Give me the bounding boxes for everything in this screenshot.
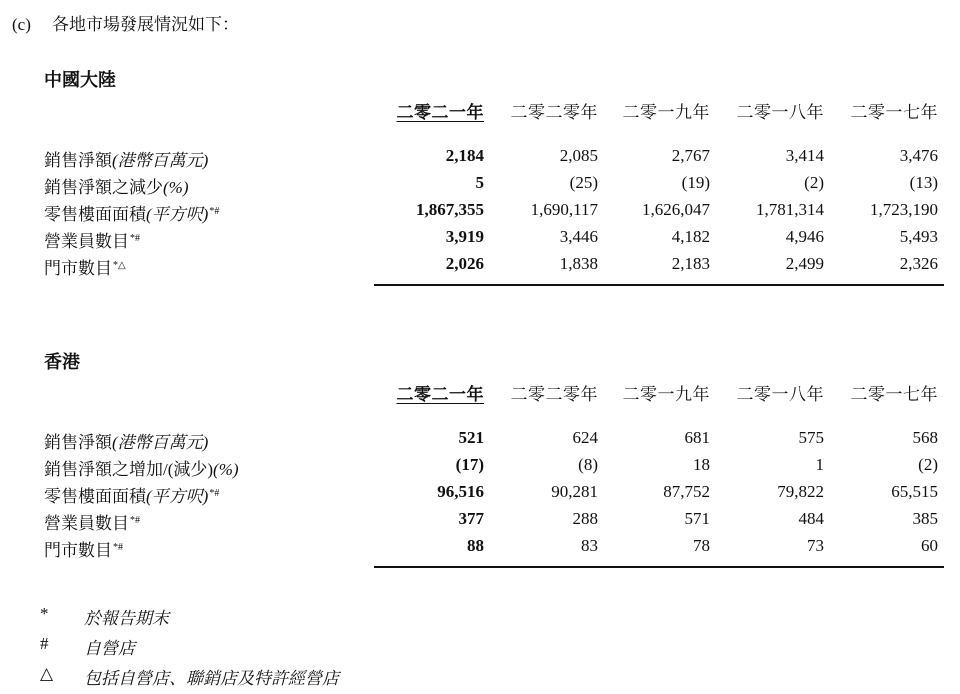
table-cell: 4,946: [785, 227, 824, 246]
row-label-unit: (平方呎): [146, 205, 209, 224]
table-row: [44, 171, 944, 198]
footnote-symbol: *: [40, 604, 49, 623]
section-hong-kong: [44, 348, 944, 561]
table-cell: (19): [681, 173, 710, 192]
table-cell: 1: [815, 455, 824, 474]
row-label-footnote: *#: [113, 542, 123, 553]
table-cell: 3,919: [445, 227, 484, 246]
table-cell: 5,493: [899, 227, 938, 246]
row-label-text: 零售樓面面積: [44, 205, 146, 224]
year-header: 二零一七年: [850, 103, 938, 122]
table-bottom-rule: [374, 566, 944, 568]
table-cell: 571: [684, 509, 710, 528]
row-label-footnote: *#: [209, 206, 220, 217]
row-label: [44, 173, 189, 198]
row-label: [44, 482, 219, 507]
table-row: [44, 453, 944, 480]
row-label-text: 銷售淨額之增加/(減少): [44, 460, 214, 479]
row-label-footnote: *#: [130, 233, 140, 244]
table-cell: 3,476: [899, 146, 938, 165]
table-cell: 1,867,355: [416, 200, 484, 219]
table-cell: 1,690,117: [530, 200, 598, 219]
year-header: 二零一八年: [736, 385, 824, 404]
row-label: [44, 200, 219, 225]
data-rows: [44, 426, 944, 561]
table-cell: 2,085: [559, 146, 598, 165]
row-label-unit: (%): [213, 460, 239, 479]
table-cell: 385: [912, 509, 938, 528]
table-cell: 2,499: [785, 254, 824, 273]
year-header: 二零一九年: [622, 385, 710, 404]
footnote-symbol: #: [40, 634, 49, 653]
table-row: [44, 252, 944, 279]
table-cell: 2,183: [671, 254, 710, 273]
year-header: 二零一八年: [736, 103, 824, 122]
year-header-row: [44, 380, 944, 406]
table-cell: 521: [458, 428, 484, 447]
row-label: [44, 428, 209, 453]
table-row: [44, 480, 944, 507]
table-row: [44, 507, 944, 534]
section-mainland-china: [44, 66, 944, 279]
table-cell: 681: [684, 428, 710, 447]
table-cell: 60: [921, 536, 938, 555]
year-header: 二零一七年: [850, 385, 938, 404]
table-cell: (2): [918, 455, 938, 474]
intro-line: [12, 10, 239, 35]
table-cell: 1,723,190: [870, 200, 938, 219]
table-cell: (2): [804, 173, 824, 192]
row-label: [44, 455, 240, 480]
row-label-text: 門市數目: [44, 541, 112, 560]
table-cell: 2,767: [671, 146, 710, 165]
table-cell: 78: [693, 536, 710, 555]
table-cell: 288: [572, 509, 598, 528]
section-title: 香港: [44, 352, 80, 372]
row-label: [44, 509, 140, 534]
row-label-unit: (港幣百萬元): [112, 151, 209, 170]
row-label-footnote: *△: [113, 260, 126, 271]
section-title: 中國大陸: [44, 70, 116, 90]
table-row: [44, 426, 944, 453]
row-label-unit: (%): [163, 178, 189, 197]
footnote-text: 自營店: [84, 639, 135, 658]
item-marker: (c): [12, 15, 31, 34]
table-cell: 1,781,314: [756, 200, 824, 219]
year-header: 二零二一年: [396, 103, 484, 122]
year-header: 二零一九年: [622, 103, 710, 122]
table-cell: 3,446: [559, 227, 598, 246]
row-label-footnote: *#: [130, 515, 140, 526]
table-row: [44, 534, 944, 561]
row-label-text: 銷售淨額之減少: [44, 178, 163, 197]
row-label: [44, 227, 140, 252]
table-row: [44, 198, 944, 225]
year-header: 二零二零年: [510, 385, 598, 404]
row-label-text: 門市數目: [44, 259, 112, 278]
table-cell: 88: [467, 536, 484, 555]
table-cell: 1,838: [559, 254, 598, 273]
row-label: [44, 146, 209, 171]
row-label-unit: (港幣百萬元): [112, 433, 209, 452]
year-header: 二零二零年: [510, 103, 598, 122]
table-cell: (13): [909, 173, 938, 192]
footnote-text: 包括自營店、聯銷店及特許經營店: [84, 669, 339, 688]
intro-text: 各地市場發展情況如下：: [52, 15, 239, 34]
table-cell: 4,182: [671, 227, 710, 246]
row-label-text: 銷售淨額: [44, 151, 112, 170]
table-cell: 65,515: [891, 482, 938, 501]
table-cell: 568: [912, 428, 938, 447]
footnote-text: 於報告期末: [84, 609, 169, 628]
row-label: [44, 536, 123, 561]
year-header: 二零二一年: [396, 385, 484, 404]
table-cell: 624: [572, 428, 598, 447]
data-rows: [44, 144, 944, 279]
row-label-unit: (平方呎): [146, 487, 209, 506]
row-label-footnote: *#: [209, 488, 220, 499]
table-cell: 83: [581, 536, 598, 555]
table-row: [44, 144, 944, 171]
table-cell: 484: [798, 509, 824, 528]
table-cell: 2,026: [445, 254, 484, 273]
table-cell: (25): [569, 173, 598, 192]
table-cell: 90,281: [551, 482, 598, 501]
year-header-row: [44, 98, 944, 124]
row-label: [44, 254, 126, 279]
row-label-text: 零售樓面面積: [44, 487, 146, 506]
table-cell: 73: [807, 536, 824, 555]
row-label-text: 銷售淨額: [44, 433, 112, 452]
table-bottom-rule: [374, 284, 944, 286]
footnote-symbol: △: [40, 664, 54, 683]
table-cell: 79,822: [777, 482, 824, 501]
table-cell: 96,516: [437, 482, 484, 501]
table-cell: 1,626,047: [642, 200, 710, 219]
row-label-text: 營業員數目: [44, 514, 129, 533]
table-cell: 18: [693, 455, 710, 474]
table-cell: 575: [798, 428, 824, 447]
table-cell: 2,184: [445, 146, 484, 165]
table-cell: 3,414: [785, 146, 824, 165]
table-cell: 87,752: [663, 482, 710, 501]
table-cell: 2,326: [899, 254, 938, 273]
table-cell: (17): [455, 455, 484, 474]
table-row: [44, 225, 944, 252]
table-cell: (8): [578, 455, 598, 474]
row-label-text: 營業員數目: [44, 232, 129, 251]
table-cell: 5: [475, 173, 484, 192]
table-cell: 377: [458, 509, 484, 528]
